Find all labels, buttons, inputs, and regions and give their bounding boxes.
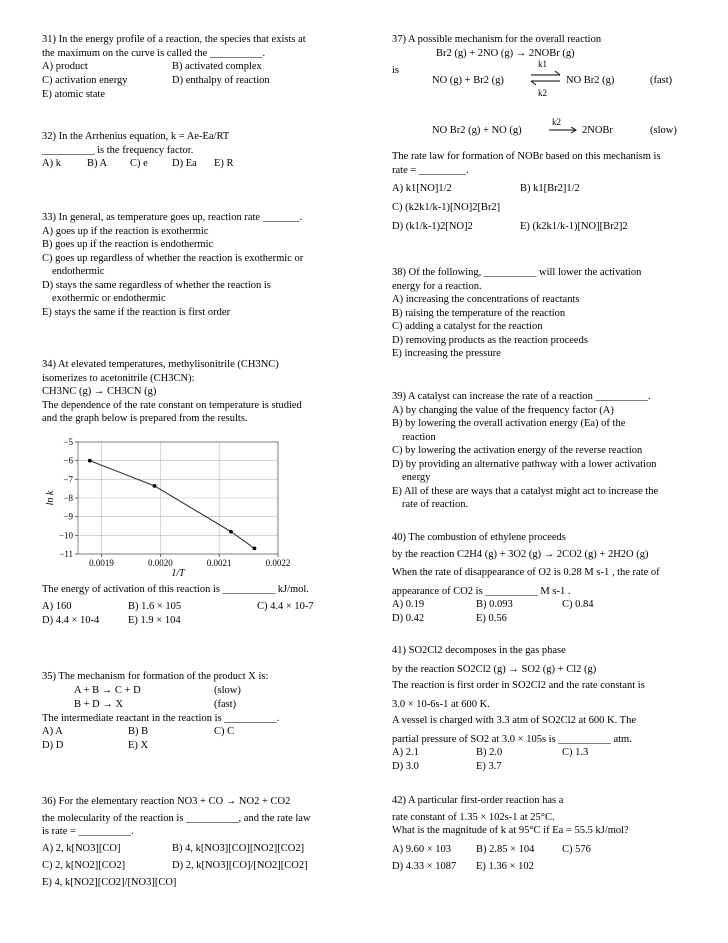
y-tick-label-5: −10 (58, 530, 73, 541)
q40-stem-line4: appearance of CO2 is __________ M s-1 . (392, 585, 571, 597)
q37-step1-reactants: NO (g) + Br2 (g) (432, 75, 504, 86)
q39-option-e-line2: rate of reaction. (402, 499, 469, 510)
q32-option-e: E) R (214, 158, 234, 169)
q31-option-d: D) enthalpy of reaction (172, 75, 270, 86)
q41-option-e: E) 3.7 (476, 761, 502, 772)
q31-option-c: C) activation energy (42, 75, 128, 86)
q31-option-b: B) activated complex (172, 61, 262, 72)
q40-stem-line2: by the reaction C2H4 (g) + 3O2 (g) → 2CO2 (g) + 2H2O (g) (392, 548, 649, 560)
q37-step2-product: 2NOBr (582, 125, 613, 136)
q32-option-a: A) k (42, 158, 61, 169)
q40-option-e: E) 0.56 (476, 613, 507, 624)
q34-option-b: B) 1.6 × 105 (128, 600, 182, 612)
q34-option-e: E) 1.9 × 104 (128, 614, 181, 626)
y-tick-label-3: −8 (63, 493, 73, 503)
q37-fast-label: (fast) (650, 75, 673, 86)
q35-step2-rate: (fast) (214, 698, 237, 710)
question-34 (42, 358, 360, 426)
question-38 (392, 266, 702, 361)
q39-option-c: C) by lowering the activation energy of the reverse reaction (392, 445, 643, 456)
question-41 (392, 644, 702, 774)
y-tick-label-2: −7 (63, 474, 73, 485)
q38-stem-line1: 38) Of the following, __________ will lower the activation (392, 267, 642, 278)
q34-option-c: C) 4.4 × 10-7 (257, 600, 314, 612)
q36-option-e: E) 4, k[NO2][CO2]/[NO3][CO] (42, 876, 177, 888)
q32-option-b: B) A (87, 158, 108, 169)
q38-option-e: E) increasing the pressure (392, 348, 501, 359)
q35-step1: A + B → C + D (74, 684, 141, 696)
q37-stem: 37) A possible mechanism for the overall reaction (392, 34, 602, 45)
q35-option-a: A) A (42, 726, 63, 737)
q33-stem: 33) In general, as temperature goes up, reaction rate _______. (42, 212, 303, 223)
q41-stem-line3: The reaction is first order in SO2Cl2 and the rate constant is (392, 680, 645, 691)
q35-step2: B + D → X (74, 698, 124, 710)
y-tick-label-6: −11 (59, 549, 73, 559)
x-tick-label-3: 0.0022 (265, 558, 291, 568)
question-34-answers (42, 583, 360, 628)
q40-stem-line3: When the rate of disappearance of O2 is 0.28 M s-1 , the rate of (392, 567, 660, 578)
q33-option-e: E) stays the same if the reaction is first order (42, 306, 231, 318)
q39-stem: 39) A catalyst can increase the rate of a reaction __________. (392, 391, 651, 402)
q33-option-c-line2: endothermic (52, 266, 105, 277)
q38-option-a: A) increasing the concentrations of reactants (392, 294, 580, 305)
q37-option-c: C) (k2k1/k-1)[NO]2[Br2] (392, 202, 501, 213)
q38-option-c: C) adding a catalyst for the reaction (392, 321, 543, 332)
q37-k2-step2-label: k2 (552, 117, 561, 127)
q39-option-b-line2: reaction (402, 431, 436, 443)
q33-option-c-line1: C) goes up regardless of whether the reaction is exothermic or (42, 252, 304, 264)
q41-stem-line4: 3.0 × 10-6s-1 at 600 K. (392, 698, 490, 710)
q37-is: is (392, 65, 400, 76)
q42-option-b: B) 2.85 × 104 (476, 843, 535, 855)
equilibrium-arrow-icon (530, 70, 562, 86)
q42-stem-line1: 42) A particular first-order reaction has a (392, 795, 564, 806)
q38-option-b: B) raising the temperature of the reaction (392, 307, 566, 319)
q41-stem-line6: partial pressure of SO2 at 3.0 × 105s is __________ atm. (392, 733, 632, 745)
question-36 (42, 795, 360, 890)
q37-ask-line2: rate = _________. (392, 164, 469, 176)
question-33 (42, 211, 360, 319)
q34-equation: CH3NC (g) → CH3CN (g) (42, 386, 157, 397)
q33-option-a: A) goes up if the reaction is exothermic (42, 225, 209, 237)
question-40 (392, 531, 702, 626)
data-point-3 (253, 547, 257, 551)
question-37 (392, 33, 702, 234)
y-axis-label: ln k (45, 490, 56, 506)
q33-option-b: B) goes up if the reaction is endothermic (42, 239, 214, 250)
q41-option-b: B) 2.0 (476, 747, 503, 758)
q35-ask: The intermediate reactant in the reaction is __________. (42, 712, 280, 724)
q37-ask-line1: The rate law for formation of NOBr based on this mechanism is (392, 151, 661, 162)
q34-stem-line2: isomerizes to acetonitrile (CH3CN): (42, 372, 195, 384)
q34-stem-line1: 34) At elevated temperatures, methylisonitrile (CH3NC) (42, 359, 279, 370)
q32-stem-line1: 32) In the Arrhenius equation, k = Ae-Ea/RT (42, 131, 230, 142)
question-42 (392, 794, 702, 874)
q38-option-d: D) removing products as the reaction proceeds (392, 334, 588, 346)
q37-k2-label: k2 (538, 88, 547, 98)
q34-option-a: A) 160 (42, 600, 72, 612)
q37-option-b: B) k1[Br2]1/2 (520, 183, 580, 194)
question-31 (42, 33, 360, 102)
q42-option-d: D) 4.33 × 1087 (392, 860, 457, 872)
q40-option-a: A) 0.19 (392, 599, 425, 610)
q37-slow-label: (slow) (650, 125, 677, 136)
question-39 (392, 390, 702, 512)
q37-option-d: D) (k1/k-1)2[NO]2 (392, 221, 473, 232)
q36-stem-line2: the molecularity of the reaction is __________, and the rate law (42, 812, 311, 824)
q32-option-c: C) e (130, 158, 148, 169)
q42-stem-line2: rate constant of 1.35 × 102s-1 at 25°C. (392, 811, 555, 823)
x-tick-label-2: 0.0021 (206, 558, 232, 568)
q31-stem-line2: the maximum on the curve is called the __________. (42, 47, 266, 59)
lnk-vs-inverse-t-chart (42, 436, 292, 579)
q42-option-e: E) 1.36 × 102 (476, 860, 534, 872)
q37-step1-product: NO Br2 (g) (566, 75, 615, 86)
q37-step2-reactants: NO Br2 (g) + NO (g) (432, 125, 522, 136)
q31-option-a: A) product (42, 61, 88, 72)
q37-overall-reaction: Br2 (g) + 2NO (g) → 2NOBr (g) (436, 47, 575, 59)
q39-option-e-line1: E) All of these are ways that a catalyst might act to increase the (392, 485, 659, 497)
q39-option-d-line2: energy (402, 472, 431, 483)
data-point-1 (153, 484, 157, 488)
q42-option-c: C) 576 (562, 843, 591, 855)
q32-stem-line2: __________ is the frequency factor. (42, 144, 194, 156)
question-35 (42, 670, 360, 753)
q41-option-c: C) 1.3 (562, 747, 589, 758)
y-tick-label-0: −5 (63, 437, 73, 447)
data-point-0 (88, 459, 92, 463)
q42-option-a: A) 9.60 × 103 (392, 843, 452, 855)
data-point-2 (229, 530, 233, 534)
q34-stem-line4: and the graph below is prepared from the results. (42, 413, 248, 424)
q31-stem-line1: 31) In the energy profile of a reaction, the species that exists at (42, 34, 306, 45)
q33-option-d-line1: D) stays the same regardless of whether the reaction is (42, 279, 271, 291)
q35-option-d: D) D (42, 740, 64, 751)
q40-option-d: D) 0.42 (392, 613, 425, 624)
q35-step1-rate: (slow) (214, 684, 241, 696)
q41-stem-line1: 41) SO2Cl2 decomposes in the gas phase (392, 645, 566, 656)
x-tick-label-0: 0.0019 (89, 558, 114, 568)
q37-option-a: A) k1[NO]1/2 (392, 183, 452, 194)
q36-option-b: B) 4, k[NO3][CO][NO2][CO2] (172, 842, 305, 854)
q41-stem-line2: by the reaction SO2Cl2 (g) → SO2 (g) + Cl2 (g) (392, 663, 597, 675)
q34-option-d: D) 4.4 × 10-4 (42, 614, 100, 626)
q31-option-e: E) atomic state (42, 89, 105, 100)
q36-stem-line3: is rate = __________. (42, 826, 134, 837)
q35-option-b: B) B (128, 726, 149, 737)
question-32 (42, 130, 360, 171)
q42-stem-line3: What is the magnitude of k at 95°C if Ea = 55.5 kJ/mol? (392, 825, 629, 836)
q40-option-c: C) 0.84 (562, 599, 594, 610)
q40-option-b: B) 0.093 (476, 599, 513, 610)
q33-option-d-line2: exothermic or endothermic (52, 293, 166, 304)
q39-option-b-line1: B) by lowering the overall activation energy (Ea) of the (392, 418, 626, 429)
x-tick-label-1: 0.0020 (147, 558, 173, 568)
q37-option-e: E) (k2k1/k-1)[NO][Br2]2 (520, 221, 628, 232)
q35-stem: 35) The mechanism for formation of the product X is: (42, 671, 269, 682)
q32-option-d: D) Ea (172, 158, 197, 169)
q35-option-c: C) C (214, 726, 235, 737)
q36-option-a: A) 2, k[NO3][CO] (42, 842, 121, 854)
q39-option-a: A) by changing the value of the frequency factor (A) (392, 404, 614, 416)
q41-stem-line5: A vessel is charged with 3.3 atm of SO2Cl2 at 600 K. The (392, 715, 637, 726)
q36-option-d: D) 2, k[NO3][CO]/[NO2][CO2] (172, 859, 308, 871)
q41-option-d: D) 3.0 (392, 761, 419, 772)
q40-stem-line1: 40) The combustion of ethylene proceeds (392, 532, 566, 543)
y-tick-label-4: −9 (63, 511, 73, 522)
q35-option-e: E) X (128, 740, 149, 751)
q36-option-c: C) 2, k[NO2][CO2] (42, 859, 126, 871)
q41-option-a: A) 2.1 (392, 747, 419, 758)
q34-ask: The energy of activation of this reaction is __________ kJ/mol. (42, 584, 309, 595)
q36-stem-line1: 36) For the elementary reaction NO3 + CO → NO2 + CO2 (42, 796, 291, 807)
q37-k1-label: k1 (538, 59, 547, 69)
forward-arrow-icon (548, 126, 578, 134)
q38-stem-line2: energy for a reaction. (392, 280, 482, 292)
x-axis-label: 1/T (171, 568, 185, 579)
y-tick-label-1: −6 (63, 455, 73, 466)
q39-option-d-line1: D) by providing an alternative pathway with a lower activation (392, 458, 657, 470)
q34-stem-line3: The dependence of the rate constant on temperature is studied (42, 399, 302, 411)
